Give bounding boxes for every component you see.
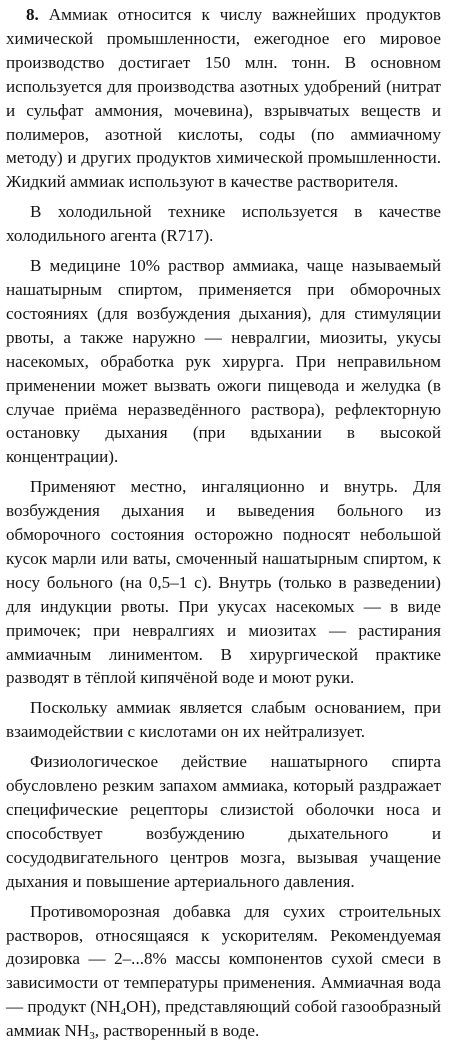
paragraph-text: В медицине 10% раствор аммиака, чаще называемый нашатырным спиртом, применяется при обморочных состояниях (для возбуждения дыхания), для стимуляции рвоты, а также наружно — невралгии, миозиты, укусы насекомых, обработка рук хирурга. При неправильном применении может вызвать ожоги пищевода и желудка (в случае приёма неразведённого раствора), рефлекторную остановку дыхания (при вдыхании в высокой концентрации). [6,256,441,467]
paragraph-physiology [6,750,441,893]
paragraph-application [6,475,441,690]
paragraph-text: OH), представляющий собой газообразный аммиак NH [6,997,441,1041]
paragraph-text: Поскольку аммиак является слабым основанием, при взаимодействии с кислотами он их нейтрализует. [6,698,441,742]
paragraph-text: Применяют местно, ингаляционно и внутрь. Для возбуждения дыхания и выведения больного из обморочного состояния осторожно подносят небольшой кусок марли или ваты, смоченный нашатырным спиртом, к носу больного (на 0,5–1 с). Внутрь (только в разведении) для индукции рвоты. При укусах насекомых — в виде примочек; при невралгиях и миозитах — растирания аммиачным линиментом. В хирургической практике разводят в тёплой кипячёной воде и моют руки. [6,477,441,688]
paragraph-text: Аммиак относится к числу важнейших продуктов химической промышленности, ежегодное его мировое производство достигает 150 млн. тонн. В основном используется для производства азотных удобрений (нитрат и сульфат аммония, мочевина), взрывчатых веществ и полимеров, азотной кислоты, соды (по аммиачному методу) и других продуктов химической промышленности. Жидкий аммиак используют в качестве растворителя. [6,5,442,192]
paragraph-text: Противоморозная добавка для сухих строительных растворов, относящаяся к ускорителям. Рекомендуемая дозировка — 2–...8% массы компонентов сухой смеси в зависимости от температуры применения. Аммиачная вода — продукт (NH [6,901,441,1017]
paragraph-medicine [6,254,441,469]
paragraph-antifreeze-additive [6,900,441,1043]
paragraph-text: , растворенный в воде. [94,1021,260,1041]
paragraph-neutralization [6,696,441,744]
paragraph-text: Физиологическое действие нашатырного спирта обусловлено резким запахом аммиака, который раздражает специфические рецепторы слизистой оболочки носа и способствует возбуждению дыхательного и сосудодвигательного центров мозга, вызывая учащение дыхания и повышение артериального давления. [6,752,441,891]
paragraph-refrigeration [6,200,441,248]
paragraph-text: В холодильной технике используется в качестве холодильного агента (R717). [6,202,441,246]
formula-subscript: 4 [120,1006,127,1019]
formula-subscript: 3 [89,1030,95,1043]
section-number: 8. [26,5,39,24]
paragraph-ammonia-production [6,3,441,194]
